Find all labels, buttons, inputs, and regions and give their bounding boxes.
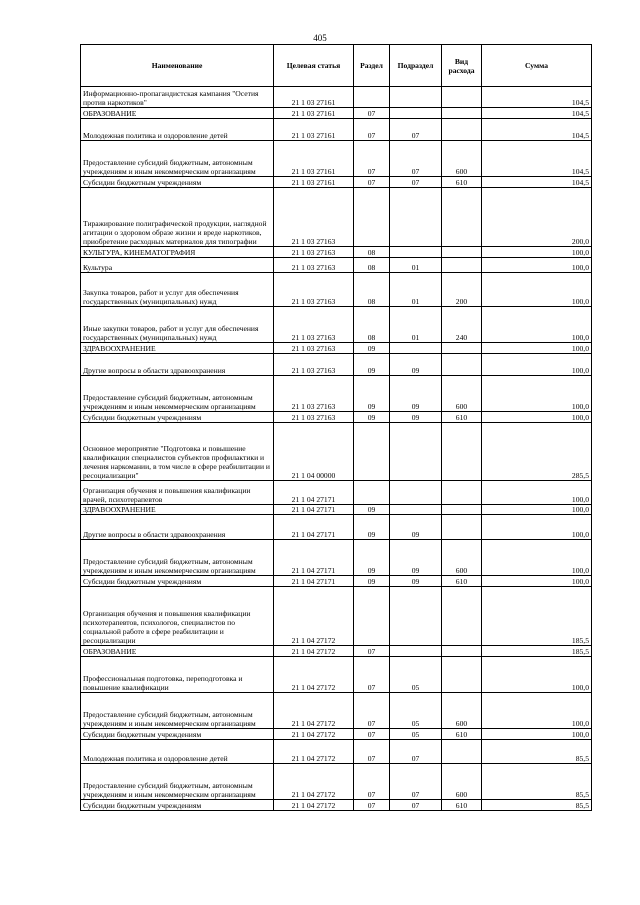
row-target-article-cell: 21 1 04 27172: [274, 657, 354, 693]
column-header-sum: Сумма: [482, 45, 592, 87]
row-section-cell: [354, 481, 390, 505]
row-section-cell: 07: [354, 693, 390, 729]
row-sum-cell: 100,0: [482, 657, 592, 693]
row-expense-type-cell: [442, 247, 482, 258]
row-section-cell: 07: [354, 764, 390, 800]
table-row: [81, 273, 592, 307]
table-row: [81, 423, 592, 481]
table-row: [81, 693, 592, 729]
row-expense-type-cell: [442, 343, 482, 354]
row-target-article-cell: 21 1 04 27171: [274, 481, 354, 505]
row-name-cell: Предоставление субсидий бюджетным, автономным учреждениям и иным некоммерческим организациям: [81, 540, 274, 576]
row-sum-cell: 100,0: [482, 412, 592, 423]
row-name-cell: Субсидии бюджетным учреждениям: [81, 729, 274, 740]
row-section-cell: 09: [354, 376, 390, 412]
row-target-article-cell: 21 1 03 27163: [274, 188, 354, 247]
row-sum-cell: 100,0: [482, 576, 592, 587]
table-row: [81, 258, 592, 273]
row-subsection-cell: [390, 481, 442, 505]
row-subsection-cell: 09: [390, 576, 442, 587]
row-target-article-cell: 21 1 03 27161: [274, 177, 354, 188]
row-section-cell: [354, 87, 390, 108]
row-name-cell: КУЛЬТУРА, КИНЕМАТОГРАФИЯ: [81, 247, 274, 258]
table-row: [81, 376, 592, 412]
row-name-cell: Иные закупки товаров, работ и услуг для обеспечения государственных (муниципальных) нужд: [81, 307, 274, 343]
table-header-row: [81, 45, 592, 87]
row-subsection-cell: 09: [390, 540, 442, 576]
row-sum-cell: 104,5: [482, 141, 592, 177]
table-row: [81, 343, 592, 354]
row-expense-type-cell: [442, 481, 482, 505]
row-expense-type-cell: 240: [442, 307, 482, 343]
table-row: [81, 740, 592, 764]
row-subsection-cell: 07: [390, 141, 442, 177]
row-expense-type-cell: 600: [442, 764, 482, 800]
column-header-section: Раздел: [354, 45, 390, 87]
table-row: [81, 540, 592, 576]
row-expense-type-cell: [442, 423, 482, 481]
row-name-cell: Организация обучения и повышения квалификации врачей, психотерапевтов: [81, 481, 274, 505]
row-subsection-cell: 07: [390, 800, 442, 811]
row-name-cell: Другие вопросы в области здравоохранения: [81, 515, 274, 540]
row-expense-type-cell: [442, 740, 482, 764]
row-section-cell: [354, 587, 390, 646]
row-subsection-cell: 05: [390, 693, 442, 729]
row-expense-type-cell: 200: [442, 273, 482, 307]
row-target-article-cell: 21 1 03 27161: [274, 119, 354, 141]
table-row: [81, 354, 592, 376]
row-name-cell: Другие вопросы в области здравоохранения: [81, 354, 274, 376]
row-expense-type-cell: [442, 108, 482, 119]
row-name-cell: Организация обучения и повышения квалификации психотерапевтов, психологов, специалистов по социальной работе в сфере реабилитации и ресоциализации: [81, 587, 274, 646]
budget-table: [80, 44, 592, 811]
row-subsection-cell: 07: [390, 119, 442, 141]
row-name-cell: ОБРАЗОВАНИЕ: [81, 646, 274, 657]
row-sum-cell: 200,0: [482, 188, 592, 247]
row-expense-type-cell: 610: [442, 412, 482, 423]
row-target-article-cell: 21 1 03 27163: [274, 307, 354, 343]
row-sum-cell: 100,0: [482, 693, 592, 729]
row-subsection-cell: 01: [390, 307, 442, 343]
row-target-article-cell: 21 1 04 27172: [274, 693, 354, 729]
row-sum-cell: 100,0: [482, 273, 592, 307]
row-section-cell: 09: [354, 576, 390, 587]
row-section-cell: 08: [354, 247, 390, 258]
row-expense-type-cell: [442, 515, 482, 540]
row-subsection-cell: 07: [390, 177, 442, 188]
row-name-cell: Профессиональная подготовка, переподготовка и повышение квалификации: [81, 657, 274, 693]
row-sum-cell: 100,0: [482, 354, 592, 376]
row-section-cell: 07: [354, 108, 390, 119]
row-sum-cell: 85,5: [482, 800, 592, 811]
row-subsection-cell: [390, 247, 442, 258]
row-section-cell: 08: [354, 273, 390, 307]
table-row: [81, 515, 592, 540]
row-target-article-cell: 21 1 04 27172: [274, 800, 354, 811]
row-target-article-cell: 21 1 04 27171: [274, 576, 354, 587]
row-section-cell: 07: [354, 657, 390, 693]
row-name-cell: ОБРАЗОВАНИЕ: [81, 108, 274, 119]
row-target-article-cell: 21 1 03 27161: [274, 108, 354, 119]
table-row: [81, 729, 592, 740]
row-subsection-cell: 01: [390, 258, 442, 273]
row-expense-type-cell: [442, 505, 482, 515]
row-target-article-cell: 21 1 03 27163: [274, 354, 354, 376]
table-row: [81, 481, 592, 505]
row-name-cell: Информационно-пропагандистская кампания "Осетия против наркотиков": [81, 87, 274, 108]
row-expense-type-cell: 600: [442, 141, 482, 177]
row-target-article-cell: 21 1 03 27163: [274, 258, 354, 273]
column-header-name: Наименование: [81, 45, 274, 87]
row-sum-cell: 104,5: [482, 108, 592, 119]
table-row: [81, 247, 592, 258]
row-subsection-cell: [390, 108, 442, 119]
row-name-cell: Предоставление субсидий бюджетным, автономным учреждениям и иным некоммерческим организациям: [81, 141, 274, 177]
row-sum-cell: 100,0: [482, 258, 592, 273]
table-row: [81, 657, 592, 693]
row-sum-cell: 100,0: [482, 729, 592, 740]
row-expense-type-cell: [442, 119, 482, 141]
table-body: [81, 87, 592, 811]
row-target-article-cell: 21 1 03 27163: [274, 343, 354, 354]
row-expense-type-cell: [442, 188, 482, 247]
row-sum-cell: 104,5: [482, 87, 592, 108]
row-name-cell: Молодежная политика и оздоровление детей: [81, 740, 274, 764]
row-target-article-cell: 21 1 04 27172: [274, 729, 354, 740]
row-name-cell: Субсидии бюджетным учреждениям: [81, 177, 274, 188]
row-subsection-cell: 09: [390, 376, 442, 412]
row-section-cell: 07: [354, 740, 390, 764]
row-subsection-cell: 05: [390, 729, 442, 740]
row-target-article-cell: 21 1 03 27163: [274, 376, 354, 412]
row-section-cell: 07: [354, 177, 390, 188]
row-subsection-cell: [390, 646, 442, 657]
row-subsection-cell: [390, 505, 442, 515]
row-name-cell: Основное мероприятие "Подготовка и повышение квалификации специалистов субъектов профилактики и лечения наркомании, в том числе в сфере реабилитации и ресоциализации": [81, 423, 274, 481]
row-expense-type-cell: 610: [442, 729, 482, 740]
row-name-cell: Субсидии бюджетным учреждениям: [81, 412, 274, 423]
row-subsection-cell: 07: [390, 764, 442, 800]
row-sum-cell: 185,5: [482, 646, 592, 657]
column-header-target-article: Целевая статья: [274, 45, 354, 87]
row-sum-cell: 100,0: [482, 540, 592, 576]
table-row: [81, 505, 592, 515]
table-row: [81, 108, 592, 119]
row-sum-cell: 285,5: [482, 423, 592, 481]
row-target-article-cell: 21 1 03 27161: [274, 141, 354, 177]
row-sum-cell: 85,5: [482, 740, 592, 764]
row-target-article-cell: 21 1 04 27171: [274, 515, 354, 540]
row-name-cell: Предоставление субсидий бюджетным, автономным учреждениям и иным некоммерческим организациям: [81, 376, 274, 412]
row-name-cell: ЗДРАВООХРАНЕНИЕ: [81, 505, 274, 515]
row-sum-cell: 185,5: [482, 587, 592, 646]
row-expense-type-cell: 600: [442, 540, 482, 576]
table-row: [81, 764, 592, 800]
row-section-cell: 09: [354, 540, 390, 576]
row-expense-type-cell: [442, 258, 482, 273]
row-subsection-cell: [390, 188, 442, 247]
row-subsection-cell: 07: [390, 740, 442, 764]
row-target-article-cell: 21 1 04 27171: [274, 540, 354, 576]
row-sum-cell: 100,0: [482, 343, 592, 354]
row-expense-type-cell: 610: [442, 576, 482, 587]
row-subsection-cell: [390, 343, 442, 354]
row-expense-type-cell: 610: [442, 177, 482, 188]
row-sum-cell: 104,5: [482, 177, 592, 188]
row-section-cell: 09: [354, 354, 390, 376]
row-name-cell: Предоставление субсидий бюджетным, автономным учреждениям и иным некоммерческим организациям: [81, 693, 274, 729]
row-name-cell: Закупка товаров, работ и услуг для обеспечения государственных (муниципальных) нужд: [81, 273, 274, 307]
row-sum-cell: 100,0: [482, 247, 592, 258]
row-name-cell: Культура: [81, 258, 274, 273]
row-section-cell: 07: [354, 646, 390, 657]
row-sum-cell: 100,0: [482, 515, 592, 540]
row-sum-cell: 100,0: [482, 505, 592, 515]
row-section-cell: 09: [354, 343, 390, 354]
row-section-cell: 08: [354, 307, 390, 343]
table-row: [81, 141, 592, 177]
row-subsection-cell: 01: [390, 273, 442, 307]
row-section-cell: [354, 423, 390, 481]
row-subsection-cell: [390, 423, 442, 481]
row-target-article-cell: 21 1 03 27161: [274, 87, 354, 108]
row-sum-cell: 100,0: [482, 307, 592, 343]
column-header-subsection: Подраздел: [390, 45, 442, 87]
table-row: [81, 188, 592, 247]
row-expense-type-cell: [442, 646, 482, 657]
row-sum-cell: 100,0: [482, 481, 592, 505]
row-sum-cell: 104,5: [482, 119, 592, 141]
row-section-cell: 07: [354, 729, 390, 740]
row-expense-type-cell: [442, 587, 482, 646]
row-subsection-cell: [390, 587, 442, 646]
row-target-article-cell: 21 1 03 27163: [274, 412, 354, 423]
row-subsection-cell: 09: [390, 354, 442, 376]
row-expense-type-cell: [442, 354, 482, 376]
row-expense-type-cell: 600: [442, 693, 482, 729]
row-section-cell: 07: [354, 800, 390, 811]
row-expense-type-cell: [442, 657, 482, 693]
row-target-article-cell: 21 1 03 27163: [274, 247, 354, 258]
table-row: [81, 646, 592, 657]
row-subsection-cell: 05: [390, 657, 442, 693]
row-name-cell: Предоставление субсидий бюджетным, автономным учреждениям и иным некоммерческим организациям: [81, 764, 274, 800]
row-name-cell: Субсидии бюджетным учреждениям: [81, 800, 274, 811]
table-row: [81, 576, 592, 587]
row-sum-cell: 85,5: [482, 764, 592, 800]
row-target-article-cell: 21 1 04 00000: [274, 423, 354, 481]
row-section-cell: 09: [354, 412, 390, 423]
row-sum-cell: 100,0: [482, 376, 592, 412]
row-section-cell: 09: [354, 515, 390, 540]
row-name-cell: Тиражирование полиграфической продукции, наглядной агитации о здоровом образе жизни и вреде наркотиков, приобретение расходных материалов для типографии: [81, 188, 274, 247]
row-target-article-cell: 21 1 04 27172: [274, 740, 354, 764]
table-row: [81, 87, 592, 108]
row-subsection-cell: 09: [390, 412, 442, 423]
row-target-article-cell: 21 1 04 27172: [274, 764, 354, 800]
table-row: [81, 119, 592, 141]
row-subsection-cell: 09: [390, 515, 442, 540]
row-section-cell: [354, 188, 390, 247]
row-expense-type-cell: [442, 87, 482, 108]
row-subsection-cell: [390, 87, 442, 108]
row-section-cell: 07: [354, 141, 390, 177]
row-expense-type-cell: 610: [442, 800, 482, 811]
row-target-article-cell: 21 1 04 27172: [274, 587, 354, 646]
table-row: [81, 412, 592, 423]
row-name-cell: ЗДРАВООХРАНЕНИЕ: [81, 343, 274, 354]
table-row: [81, 177, 592, 188]
row-section-cell: 07: [354, 119, 390, 141]
row-target-article-cell: 21 1 03 27163: [274, 273, 354, 307]
row-target-article-cell: 21 1 04 27172: [274, 646, 354, 657]
row-name-cell: Субсидии бюджетным учреждениям: [81, 576, 274, 587]
row-expense-type-cell: 600: [442, 376, 482, 412]
column-header-expense-type: Вид расхода: [442, 45, 482, 87]
row-name-cell: Молодежная политика и оздоровление детей: [81, 119, 274, 141]
row-target-article-cell: 21 1 04 27171: [274, 505, 354, 515]
page-number: 405: [313, 33, 327, 43]
row-section-cell: 08: [354, 258, 390, 273]
table-row: [81, 800, 592, 811]
table-row: [81, 587, 592, 646]
row-section-cell: 09: [354, 505, 390, 515]
table-row: [81, 307, 592, 343]
